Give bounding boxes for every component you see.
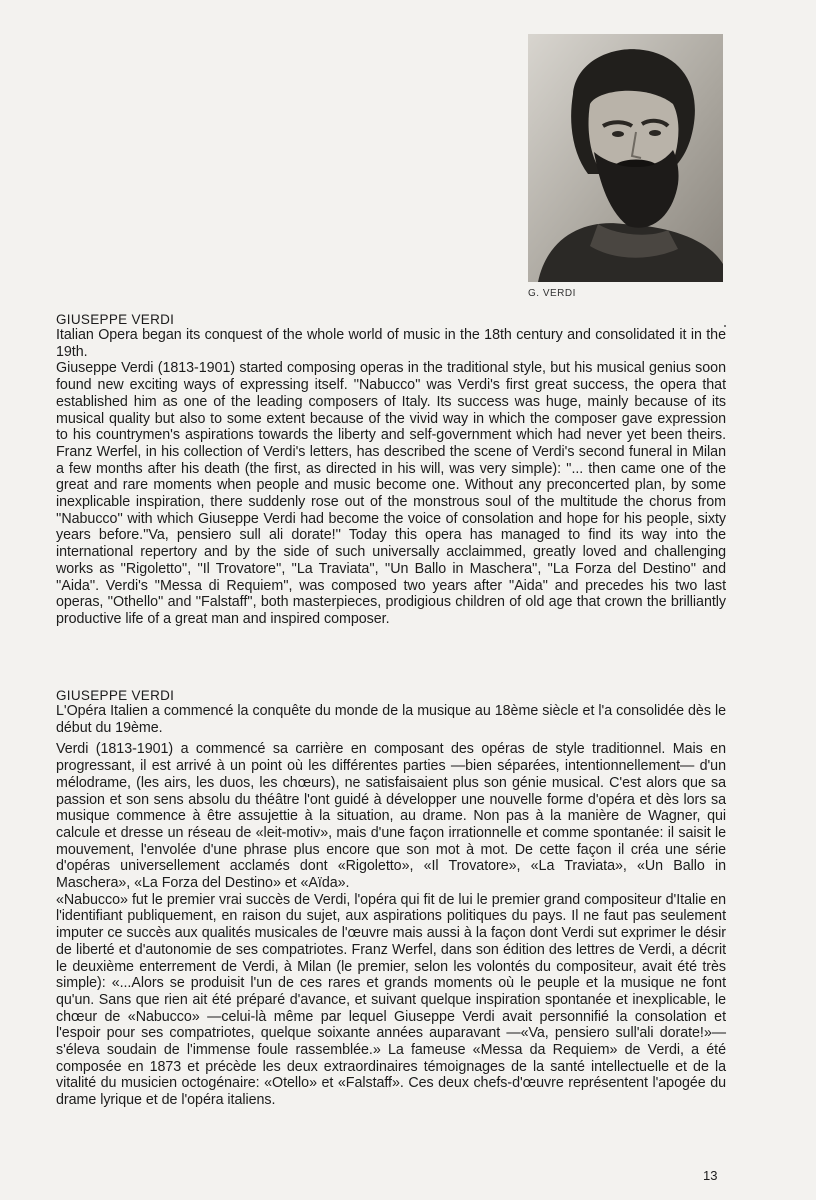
- english-intro: Italian Opera began its conquest of the whole world of music in the 18th century and consolidated it in the 19th.: [56, 327, 726, 360]
- portrait-caption: G. VERDI: [528, 288, 576, 299]
- french-heading: GIUSEPPE VERDI: [56, 688, 175, 703]
- verdi-portrait: [528, 34, 723, 282]
- french-section: [56, 688, 726, 1109]
- french-intro: L'Opéra Italien a commencé la conquête du monde de la musique au 18ème siècle et l'a consolidée dès le début du 19ème.: [56, 703, 726, 736]
- french-body-paragraph-2: «Nabucco» fut le premier vrai succès de Verdi, l'opéra qui fit de lui le premier grand compositeur d'Italie en l'identifiant publiquement, en raison du sujet, aux aspirations politiques du pays. Il ne faut pas seulement imputer ce succès aux qualités musicales de l'œuvre mais aussi à la façon dont Verdi sut exprimer le désir de liberté et d'autonomie de ses compatriotes. Franz Werfel, dans son édition des lettres de Verdi, a décrit le deuxième enterrement de Verdi, à Milan (le premier, selon les volontés du compositeur, avait été très simple): «...Alors se produisit l'un de ces rares et grands moments où le peuple et la musique ne font qu'un. Sans que rien ait été préparé d'avance, et suivant quelque inspiration spontanée et inexplicable, le chœur de «Nabucco» —celui-là même par lequel Giuseppe Verdi avait personnifié la consolation et l'espoir pour ses compatriotes, quelque soixante années auparavant —«Va, pensiero sull'ali dorate!»— s'éleva soudain de l'immense foule rassemblée.» La fameuse «Messa da Requiem» de Verdi, a été composée en 1873 et précède les deux extraordinaires témoignages de la santé intellectuelle et de la vitalité du musicien octogénaire: «Otello» et «Falstaff». Ces deux chefs-d'œuvre représentent l'apogée du drame lyrique et de l'opéra italiens.: [56, 891, 726, 1109]
- english-heading: GIUSEPPE VERDI: [56, 312, 175, 327]
- portrait-illustration: [528, 34, 723, 282]
- page-number: 13: [703, 1168, 718, 1183]
- english-section: [56, 312, 726, 628]
- english-body: Giuseppe Verdi (1813-1901) started composing operas in the traditional style, but his musical genius soon found new exciting ways of expressing itself. ''Nabucco'' was Verdi's first great success, the opera that established him as one of the leading composers of Italy. Its success was huge, mainly because of its musical quality but also to some extent because of the vivid way in which the composer gave expression to his countrymen's aspirations towards the liberty and self-government which had never yet been theirs. Franz Werfel, in his collection of Verdi's letters, has described the scene of Verdi's second funeral in Milan a few months after his death (the first, as directed in his will, was very simple): ''... then came one of the great and rare moments when people and music become one. Without any preconcerted plan, by some inexplicable inspiration, there suddenly rose out of the monstrous soul of the multitude the chorus from ''Nabucco'' with which Giuseppe Verdi had become the voice of consolation and hope for his people, sixty years before.''Va, pensiero sull ali dorate!'' Today this opera has managed to find its way into the international repertory and by the side of such universally acclaimmed, greatly loved and challenging works as ''Rigoletto'', ''Il Trovatore'', ''La Traviata'', ''Un Ballo in Maschera'', ''La Forza del Destino'' and ''Aida''. Verdi's ''Messa di Requiem'', was composed two years after ''Aida'' and precedes his two last operas, ''Othello'' and ''Falstaff'', both masterpieces, prodigious children of old age that crown the brilliantly productive life of a great man and inspired composer.: [56, 360, 726, 627]
- french-body-paragraph-1: Verdi (1813-1901) a commencé sa carrière en composant des opéras de style traditionnel. Mais en progressant, il est arrivé à un point où les différentes parties —bien séparées, intentionnellement— d'un mélodrame, (les airs, les duos, les chœurs), ne satisfaisaient plus son génie musical. C'est alors que sa passion et son sens absolu du théâtre l'ont guidé à développer une nouvelle forme d'opéra et dès lors sa musique commence à être assujettie à la situation, au drame. Non pas à la manière de Wagner, qui calcule et dresse un réseau de «leit-motiv», mais d'une façon irrationnelle et comme spontanée: il saisit le mouvement, l'envolée d'une phrase plus encore que son mot à mot. De cette façon il créa une série d'opéras universellement acclamés dont «Rigoletto», «Il Trovatore», «La Traviata», «Un Ballo in Maschera», «La Forza del Destino» et «Aïda».: [56, 741, 726, 892]
